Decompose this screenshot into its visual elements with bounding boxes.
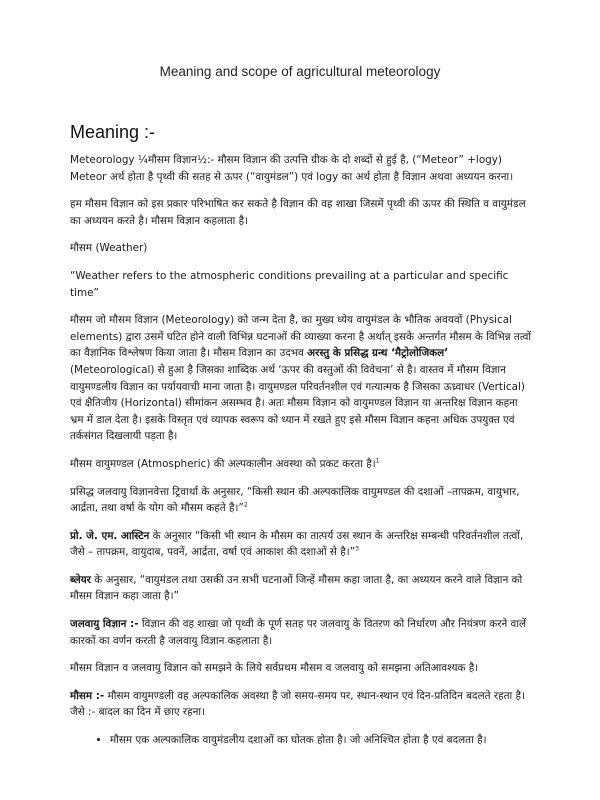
- text-segment: मौसम वायुमण्डली वह अल्पकालिक अवस्था है जो समय-समय पर, स्थान-स्थान एवं दिन-प्रतिदिन बदलते रहता है। जैसे :- बादल का दिन में छाए रहना।: [70, 689, 525, 719]
- paragraph-austin: [70, 528, 532, 561]
- bold-text: प्रो. जे. एम. आस्टिन: [70, 529, 150, 542]
- text-segment: मौसम वायुमण्डल (Atmospheric) की अल्पकालीन अवस्था को प्रकट करता है।: [70, 457, 376, 470]
- paragraph-weather-label: मौसम (Weather): [70, 242, 148, 255]
- list-item: • मौसम एक अल्पकालिक वायुमंडलीय दशाओं का घोतक होता है। जो अनिश्चित होता है एवं बदलता है।: [110, 732, 532, 749]
- text-segment: के अनुसार, “वायुमंडल तथा उसकी उन सभी घटनाओं जिन्हें मौसम कहा जाता है, का अध्ययन करने वाले विज्ञान को मौसम विज्ञान कहा जाता है।”: [70, 573, 523, 603]
- paragraph-atmospheric: [70, 456, 532, 473]
- bullet-list: [70, 732, 532, 749]
- footnote-marker: 1: [375, 457, 380, 465]
- section-heading: Meaning :-: [70, 122, 156, 142]
- paragraph-blair: [70, 572, 532, 605]
- paragraph-climatology: [70, 616, 532, 649]
- text-segment: के अनुसार “किसी भी स्थान के मौसम का तात्पर्य उस स्थान के अन्तरिक्ष सम्बन्धी परिवर्तनशील तत्वों, जैसे – तापक्रम, वायुदाब, पवनें, आर्द्रता, वर्षा एवं आकाश की दशाओं से है।”: [70, 529, 524, 559]
- paragraph-understanding: मौसम विज्ञान व जलवायु विज्ञान को समझने के लिये सर्वप्रथम मौसम व जलवायु को समझना अतिआवश्यक है।: [70, 662, 479, 675]
- footnote-marker: 2: [243, 501, 248, 509]
- paragraph-weather-quote: “Weather refers to the atmospheric conditions prevailing at a particular and specific time”: [70, 269, 509, 299]
- text-segment: मौसम जो मौसम विज्ञान (Meteorology) को जन्म देता है, का मुख्य ध्येय वायुमंडल के भौतिक अवयवों (Physical elements) द्वारा उसमें घटित होने वाली विभिन्न घटनाओं की व्याख्या करना है अर्थात् इसके अन्तर्गत मौसम के विभिन्न तत्वों का वैज्ञानिक विश्लेषण किया जाता है। मौसम विज्ञान का उदभव: [70, 314, 532, 360]
- bold-text: मौसम :-: [70, 689, 105, 702]
- bold-text: अरस्तु के प्रसिद्ध ग्रन्थ ‘मैट्रोलोजिकल’: [307, 347, 449, 360]
- text-segment: (Meteorological) से हुआ है जिसका शाब्दिक अर्थ ‘ऊपर की वस्तुओं की विवेचना’ से है। वास्तव में मौसम विज्ञान वायुमण्डलीय विज्ञान का पर्यायवाची माना जाता है। वायुमण्डल परिवर्तनशील एवं गत्यात्मक है जिसका ऊध्र्वाधर (Vertical) एवं क्षैतिजीय (Horizontal) सीमांकन असम्भव है। अतः मौसम विज्ञान को वायुमण्डल विज्ञान या अन्तरिक्ष विज्ञान कहना भ्रम में डाल देता है। इसके विस्तृत एवं व्यापक स्वरूप को ध्यान में रखते हुए इसे मौसम विज्ञान कहना अधिक उपयुक्त एवं तर्कसंगत दिखलायी पड़ता है।: [70, 363, 525, 443]
- paragraph-trewartha: [70, 484, 532, 517]
- text-segment: विज्ञान की वह शाखा जो पृथ्वी के पूर्ण सतह पर जलवायु के वितरण को निर्धारण और नियंत्रण करने वालें कारकों का वर्णन करती है जलवायु विज्ञान कहलाता है।: [70, 618, 527, 647]
- bold-text: जलवायु विज्ञान :-: [70, 618, 139, 631]
- bold-text: ब्लेयर: [70, 573, 91, 586]
- text-segment: प्रसिद्ध जलवायु विज्ञानवेत्ता ट्रिवार्था के अनुसार, “किसी स्थान की अल्पकालिक वायुमण्डल की दशाओं –तापक्रम, वायुभार, आर्द्रता, तथा वर्षा के योग को मौसम कहते है।”: [70, 485, 520, 515]
- document-title: Meaning and scope of agricultural meteorology: [159, 64, 441, 79]
- paragraph-weather-definition: [70, 688, 532, 721]
- footnote-marker: 3: [355, 545, 359, 553]
- paragraph-definition: हम मौसम विज्ञान को इस प्रकार परिभाषित कर सकते है विज्ञान की वह शाखा जिसमें पृथ्वी की ऊपर की स्थिति व वायुमंडल का अध्ययन करते है। मौसम विज्ञान कहलाता है।: [70, 198, 526, 227]
- paragraph-meteorology: Meteorology ¼मौसम विज्ञान½:- मौसम विज्ञान की उत्पत्ति ग्रीक के दो शब्दों से हुई है, (“Meteor” +logy) Meteor अर्थ होता है पृथ्वी की सतह से ऊपर (“वायुमंडल”) एवं logy का अर्थ होता है विज्ञान अथवा अध्ययन करना।: [70, 154, 514, 183]
- document-body: [70, 152, 532, 749]
- paragraph-weather-description: [70, 312, 532, 445]
